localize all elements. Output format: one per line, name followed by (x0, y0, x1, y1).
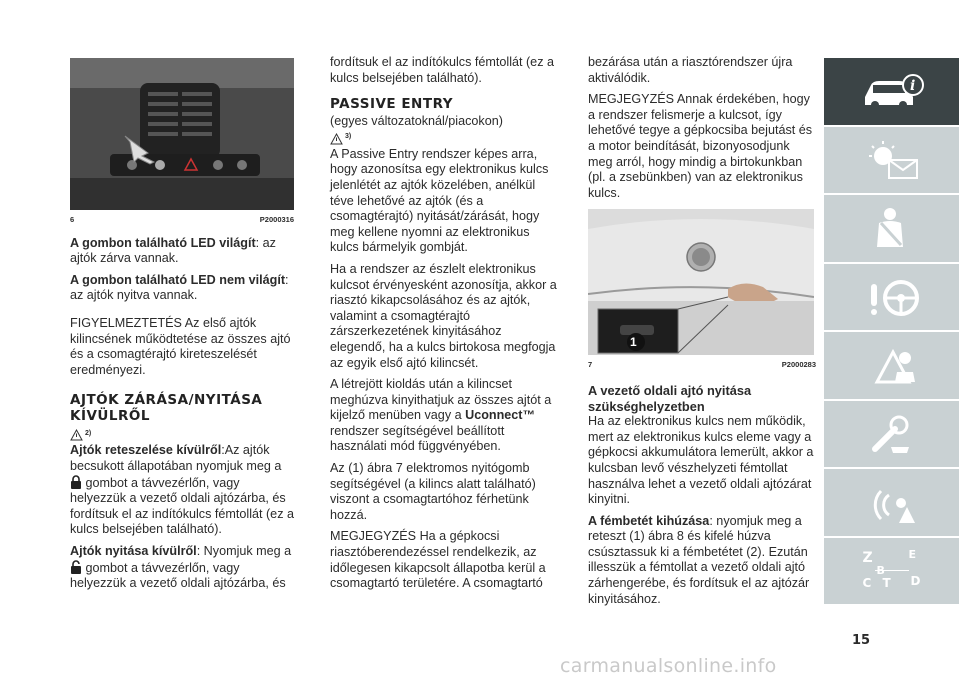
tab-multimedia[interactable] (824, 469, 959, 536)
tab-emergency[interactable] (824, 332, 959, 399)
figure-6-illustration (70, 58, 294, 210)
section-heading-doors: AJTÓK ZÁRÁSA/NYITÁSA KÍVÜLRŐL (70, 392, 263, 425)
svg-text:i: i (909, 78, 915, 95)
emergency-heading: A vezető oldali ajtó nyitása szükséghelyzetben (588, 382, 752, 414)
warning-triangle-icon (857, 342, 927, 388)
car-info-icon (857, 71, 927, 111)
lock-bold: Ajtók reteszelése kívülről (70, 443, 222, 458)
lock-text-1: :Az ajtók becsukott állapotában nyomjuk meg a (70, 443, 282, 473)
key-note-paragraph: MEGJEGYZÉS Annak érdekében, hogy a rendszer felismerje a kulcsot, így lehetővé tegye a gépkocsiba bejutást és a motor beindítását, bizonyosodjunk meg arról, hogy mindig a birtokunkban (pl. a zsebünkben) van az elektronikus kulcs. (588, 92, 813, 200)
passive-entry-paragraph-2: Ha a rendszer az észlelt elektronikus kulcsot érvényesként azonosítja, akkor a riasztó kikapcsolásához és az ajtók, valamint a csomagtérajtó zárszerkezetének kinyitásához elegendő, ha a kulcs birtokosa megfogja az egyik első ajtó kilincsét. (330, 261, 557, 370)
steering-wheel-icon (857, 274, 927, 320)
tab-maintenance[interactable] (824, 401, 959, 468)
tab-safety[interactable] (824, 195, 959, 262)
trunk-button-paragraph: Az (1) ábra 7 elektromos nyitógomb segítségével (a kilincs alatt található) viszont a csomagtartóhoz férhetünk hozzá. (330, 461, 536, 522)
uconnect-bold: Uconnect™ (465, 408, 536, 423)
unlock-icon (70, 560, 82, 575)
figure-6-number: 6 (70, 215, 75, 224)
warning-reference-2 (330, 130, 558, 145)
tab-warning-lights[interactable] (824, 127, 959, 194)
column-1 (70, 58, 294, 598)
watermark: carmanualsonline.info (560, 655, 777, 677)
figure-7-callout: 1 (630, 335, 637, 350)
led-off-bold: A gombon található LED nem világít (70, 272, 286, 287)
led-on-bold: A gombon található LED világít (70, 235, 256, 250)
passive-entry-paragraph-1: A Passive Entry rendszer képes arra, hogy azonosítsa egy elektronikus kulcs jelenlétét az ajtók közelében, anélkül téve lehetővé az ajtók (és a csomagtérajtó) nyitását/zárását, hogy meg kellene nyomni az elektronikus kulcs bármelyik gombját. (330, 146, 549, 255)
figure-7-code: P2000283 (781, 360, 816, 370)
tab-driving[interactable] (824, 264, 959, 331)
col2-continuation: fordítsuk el az indítókulcs fémtollát (ez a kulcs belsejében található). (330, 55, 554, 85)
unlock-text-1: : Nyomjuk meg a (196, 543, 292, 558)
column-2 (330, 55, 558, 598)
index-icon (857, 548, 927, 594)
note-paragraph: FIGYELMEZTETÉS Az első ajtók kilincsének működtetése az összes ajtó és a csomagtérajtó kireteszelését eredményezi. (70, 315, 291, 377)
seat-belt-icon (857, 205, 927, 251)
uconnect-text-2: rendszer segítségével beállított használati mód függvényében. (330, 423, 505, 454)
unlock-paragraph (70, 544, 294, 592)
unlock-text-2: gombot a távvezérlőn, vagy helyezzük a vezető oldali ajtózárba, és (70, 560, 286, 591)
led-on-paragraph (70, 236, 294, 267)
index-letter: Z (862, 549, 873, 566)
alarm-note-paragraph: MEGJEGYZÉS Ha a gépkocsi riasztóberendezéssel rendelkezik, az időlegesen kikapcsolt állapotba kerül a csomagtartó területére. A csomagtartó (330, 529, 546, 591)
col3-continuation: bezárása után a riasztórendszer újra aktiválódik. (588, 55, 793, 85)
warning-reference-number-2: 3) (345, 133, 352, 141)
index-letter: T (882, 575, 891, 590)
warning-reference-number: 2) (85, 429, 92, 437)
index-letter: E (908, 547, 917, 561)
tools-icon (857, 411, 927, 457)
chapter-sidebar (824, 58, 959, 606)
unlock-bold: Ajtók nyitása kívülről (70, 543, 197, 558)
warning-reference (70, 426, 294, 441)
emergency-paragraph: Ha az elektronikus kulcs nem működik, mert az elektronikus kulcs eleme vagy a gépkocsi akkumulátora lemerült, akkor a kulcsban levő vészhelyzeti fémtollat használva lehet a vezető oldali ajtózárat kinyitni. (588, 414, 814, 507)
passive-entry-subtitle: (egyes változatoknál/piacokon) (330, 114, 503, 129)
warning-lights-icon (857, 138, 927, 182)
tab-index[interactable] (824, 538, 959, 605)
index-letter: D (910, 573, 921, 588)
figure-6-dashboard-vents (70, 58, 294, 210)
figure-7-trunk (588, 209, 814, 355)
metal-insert-text: : nyomjuk meg a reteszt (1) ábra 8 és kifelé húzva csúsztassuk ki a fémbetétet (2). Ezután illesszük a fémtollat a vezető oldali ajtó zárhengerébe, és fordítsuk el az ajtózár kinyitásához. (588, 513, 810, 606)
warning-triangle-icon (330, 133, 343, 145)
figure-6-code: P2000316 (259, 215, 294, 224)
led-off-text: : az ajtók nyitva vannak. (70, 272, 289, 303)
lock-paragraph (70, 443, 294, 538)
column-3 (588, 55, 816, 613)
warning-triangle-icon (70, 429, 83, 441)
metal-insert-bold: A fémbetét kihúzása (588, 513, 710, 528)
section-heading-passive-entry: PASSIVE ENTRY (330, 96, 453, 113)
page-number: 15 (852, 633, 871, 648)
lock-text-2: gombot a távvezérlőn, vagy helyezzük a vezető oldali ajtózárba, és fordítsuk el az indítókulcs fémtollát (ez a kulcs belsejében található). (70, 475, 294, 537)
figure-7-number: 7 (588, 360, 593, 370)
tab-car-info[interactable] (824, 58, 959, 125)
passive-entry-paragraph-3 (330, 377, 558, 455)
metal-insert-paragraph (588, 514, 816, 608)
lock-icon (70, 475, 82, 490)
multimedia-icon (857, 479, 927, 525)
index-letter: C (862, 575, 872, 590)
uconnect-text-1: A létrejött kioldás után a kilincset meghúzva kinyithatjuk az összes ajtót a kijelző menüben vagy a (330, 377, 552, 423)
led-on-text: : az ajtók zárva vannak. (70, 235, 276, 266)
led-off-paragraph (70, 273, 294, 304)
figure-7-illustration (588, 209, 814, 355)
